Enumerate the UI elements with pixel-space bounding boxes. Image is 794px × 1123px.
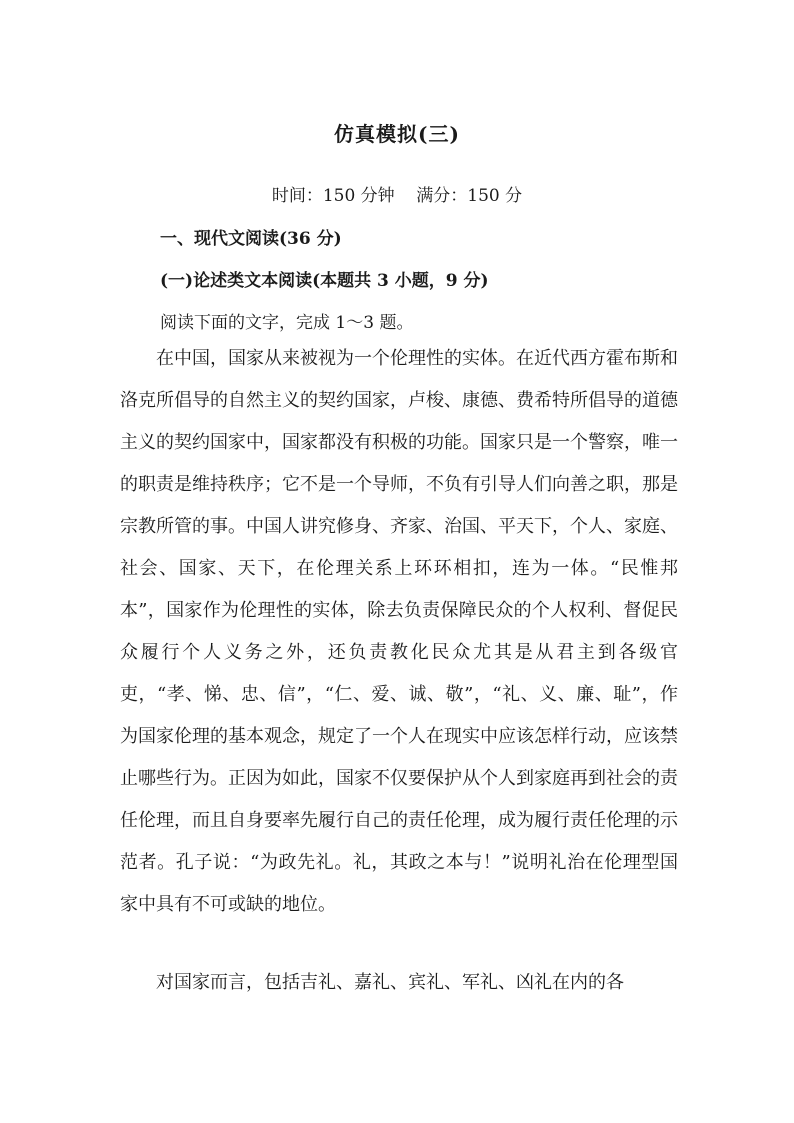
- section-heading-2: (一)论述类文本阅读(本题共 3 小题，9 分): [160, 271, 489, 291]
- section-heading-1: 一、现代文阅读(36 分): [160, 229, 342, 249]
- instruction-text: 阅读下面的文字，完成 1～3 题。: [160, 313, 414, 333]
- page-title: 仿真模拟(三): [334, 122, 460, 146]
- exam-meta: 时间：150 分钟 满分：150 分: [271, 186, 523, 206]
- body-paragraph-2: 对国家而言，包括吉礼、嘉礼、宾礼、军礼、凶礼在内的各: [156, 972, 624, 993]
- body-paragraph-1: 在中国，国家从来被视为一个伦理性的实体。在近代西方霍布斯和洛克所倡导的自然主义的契约国家，卢梭、康德、费希特所倡导的道德主义的契约国家中，国家都没有积极的功能。国家只是一个警察，唯一的职责是维持秩序；它不是一个导师，不负有引导人们向善之职，那是宗教所管的事。中国人讲究修身、齐家、治国、平天下，个人、家庭、社会、国家、天下，在伦理关系上环环相扣，连为一体。“民惟邦本”，国家作为伦理性的实体，除去负责保障民众的个人权利、督促民众履行个人义务之外，还负责教化民众尤其是从君主到各级官吏，“孝、悌、忠、信”，“仁、爱、诚、敬”，“礼、义、廉、耻”，作为国家伦理的基本观念，规定了一个人在现实中应该怎样行动，应该禁止哪些行为。正因为如此，国家不仅要保护从个人到家庭再到社会的责任伦理，而且自身要率先履行自己的责任伦理，成为履行责任伦理的示范者。孔子说：“为政先礼。礼，其政之本与！”说明礼治在伦理型国家中具有不可或缺的地位。: [120, 348, 678, 915]
